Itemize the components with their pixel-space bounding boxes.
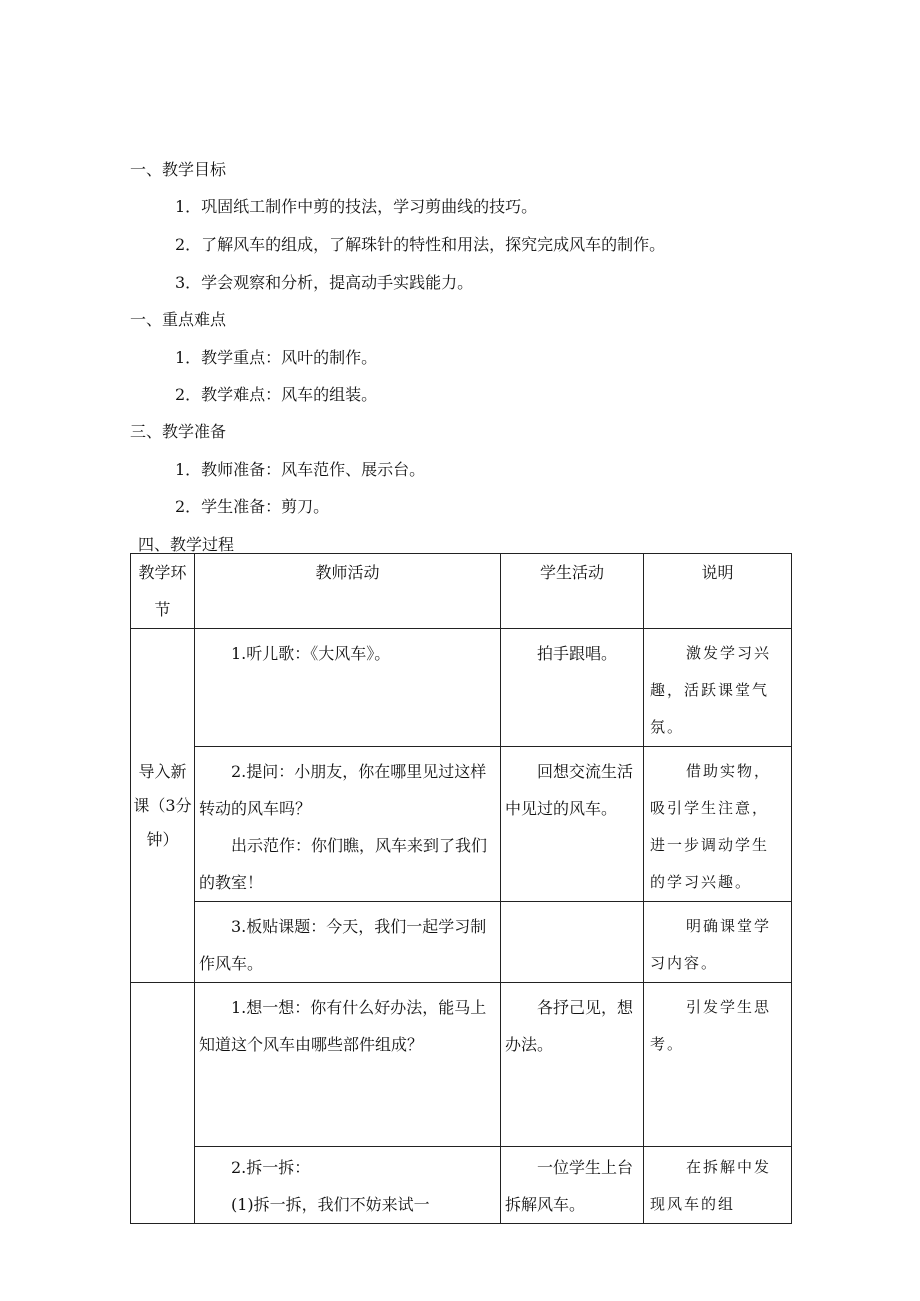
note-cell	[644, 902, 792, 983]
teacher-text: (1)拆一拆，我们不妨来试一	[231, 1195, 430, 1214]
key-point-1: 1．教学重点：风叶的制作。	[175, 348, 378, 367]
note-text: 在拆解中发现风车的组	[650, 1158, 772, 1213]
objective-3: 3．学会观察和分析，提高动手实践能力。	[175, 273, 474, 292]
stage-intro: 导入新课（3分钟）	[131, 629, 195, 983]
student-text: 一位学生上台拆解风车。	[505, 1158, 634, 1214]
teacher-text: 2.提问：小朋友，你在哪里见过这样转动的风车吗？	[199, 762, 487, 818]
teacher-cell	[195, 1147, 501, 1224]
student-text: 回想交流生活中见过的风车。	[505, 762, 634, 818]
note-text: 引发学生思考。	[650, 998, 772, 1053]
section-1-title: 一、教学目标	[130, 160, 227, 179]
student-cell	[501, 1147, 644, 1224]
student-cell	[501, 629, 644, 747]
note-text: 激发学习兴趣，活跃课堂气氛。	[650, 644, 772, 736]
teacher-text: 2.拆一拆：	[231, 1158, 311, 1177]
student-text: 各抒己见，想办法。	[505, 998, 634, 1054]
section-4-title: 四、教学过程	[138, 535, 235, 554]
teacher-text: 1.想一想：你有什么好办法，能马上知道这个风车由哪些部件组成？	[199, 998, 487, 1054]
student-text: 拍手跟唱。	[537, 644, 618, 663]
student-text	[501, 902, 643, 908]
header-teacher: 教师活动	[195, 554, 501, 629]
stage-empty	[131, 983, 195, 1224]
teacher-cell	[195, 629, 501, 747]
prep-2: 2．学生准备：剪刀。	[175, 497, 330, 516]
note-cell	[644, 747, 792, 902]
table-row	[131, 747, 792, 902]
teacher-text: 出示范作：你们瞧，风车来到了我们的教室！	[199, 836, 488, 892]
table-row	[131, 902, 792, 983]
teacher-cell	[195, 747, 501, 902]
teacher-text: 3.板贴课题：今天，我们一起学习制作风车。	[199, 917, 487, 973]
header-student: 学生活动	[501, 554, 644, 629]
table-row	[131, 629, 792, 747]
note-text: 借助实物，吸引学生注意，进一步调动学生的学习兴趣。	[650, 762, 772, 891]
note-text: 明确课堂学习内容。	[650, 917, 772, 972]
objective-1: 1．巩固纸工制作中剪的技法，学习剪曲线的技巧。	[175, 197, 538, 216]
section-2-title: 一、重点难点	[130, 310, 227, 329]
note-cell	[644, 1147, 792, 1224]
teacher-cell	[195, 902, 501, 983]
teacher-cell	[195, 983, 501, 1147]
note-cell	[644, 629, 792, 747]
header-note: 说明	[644, 554, 792, 629]
student-cell	[501, 983, 644, 1147]
lesson-process-table	[130, 553, 792, 1224]
teacher-text: 1.听儿歌：《大风车》。	[231, 644, 391, 663]
note-cell	[644, 983, 792, 1147]
section-3-title: 三、教学准备	[130, 422, 227, 441]
objective-2: 2．了解风车的组成，了解珠针的特性和用法，探究完成风车的制作。	[175, 235, 666, 254]
table-header-row	[131, 554, 792, 629]
table-row	[131, 983, 792, 1147]
table-row	[131, 1147, 792, 1224]
key-point-2: 2．教学难点：风车的组装。	[175, 385, 378, 404]
prep-1: 1．教师准备：风车范作、展示台。	[175, 460, 426, 479]
student-cell	[501, 902, 644, 983]
header-stage: 教学环节	[131, 554, 195, 629]
student-cell	[501, 747, 644, 902]
